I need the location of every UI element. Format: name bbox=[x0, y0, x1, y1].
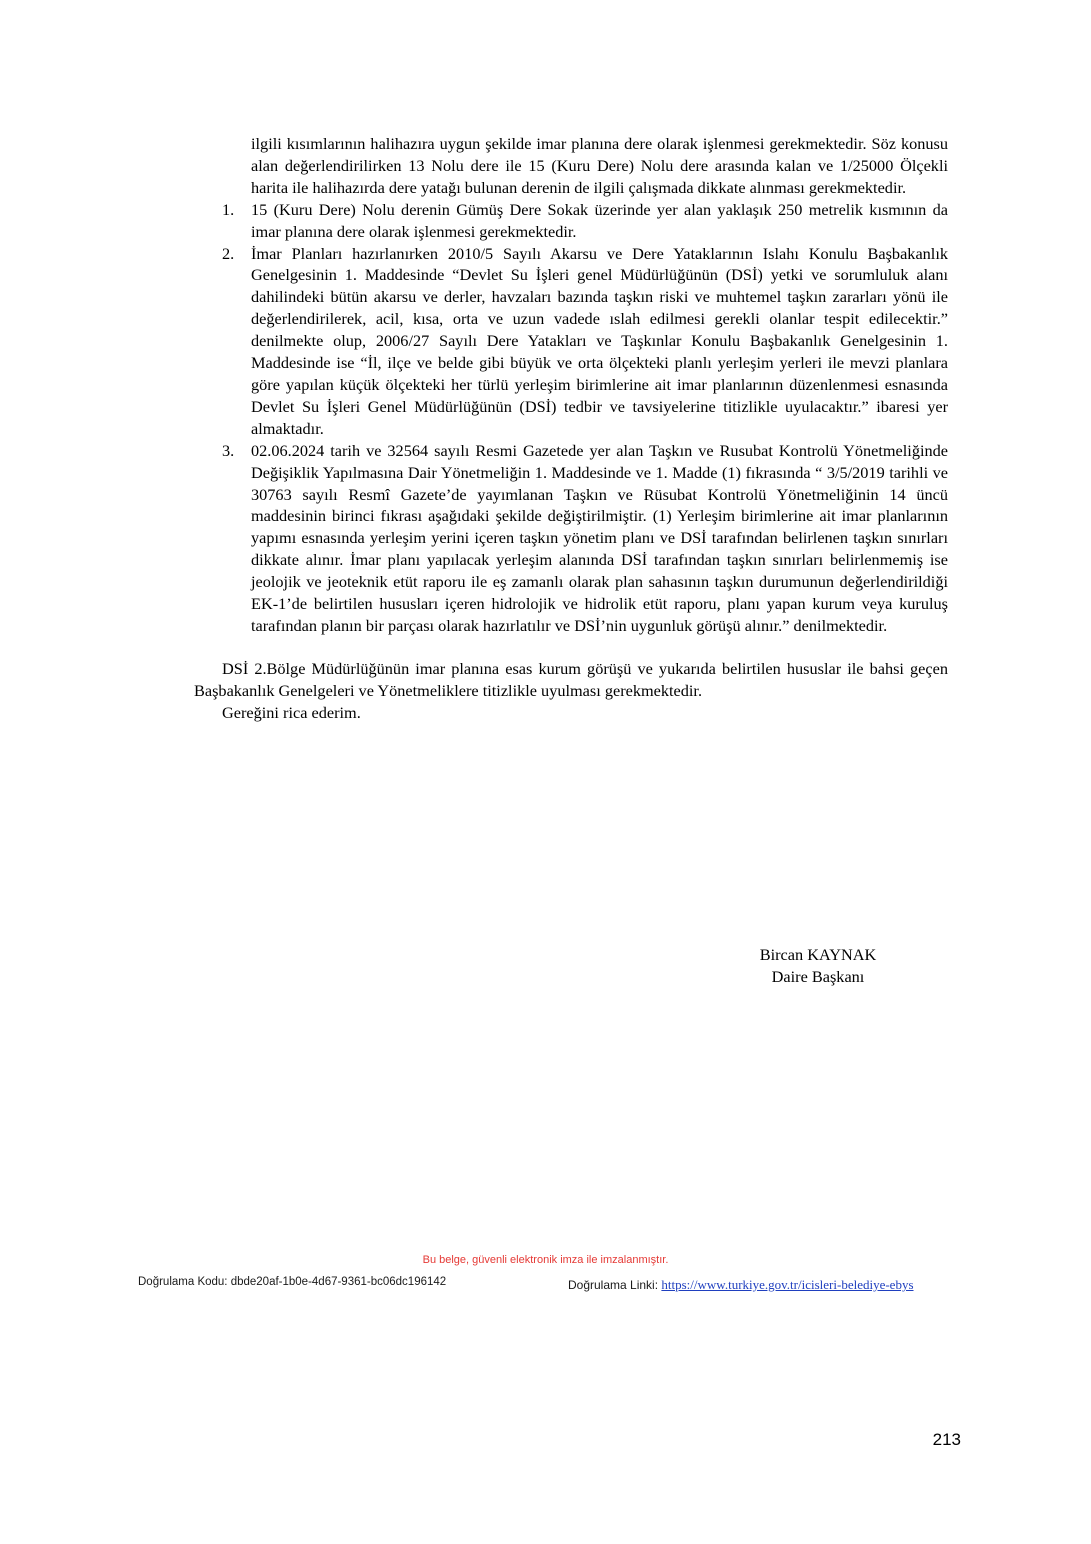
page-number: 213 bbox=[932, 1430, 961, 1449]
list-item-text: 15 (Kuru Dere) Nolu derenin Gümüş Dere Sokak üzerinde yer alan yaklaşık 250 metrelik kısmının da imar planına dere olarak işlenmesi gerekmektedir. bbox=[251, 199, 948, 241]
list-item bbox=[194, 199, 948, 243]
list-item bbox=[194, 440, 948, 637]
verification-link[interactable]: https://www.turkiye.gov.tr/icisleri-belediye-ebys bbox=[661, 1277, 914, 1292]
signer-name: Bircan KAYNAK bbox=[759, 945, 877, 964]
continuation-paragraph: ilgili kısımlarının halihazıra uygun şekilde imar planına dere olarak işlenmesi gerekmektedir. Söz konusu alan değerlendirilirken 13 Nolu dere ile 15 (Kuru Dere) Nolu dere arasında kalan ve 1/25000 Ölçekli harita ile halihazırda dere yatağı bulunan derenin de ilgili çalışmada dikkate alınması gerekmektedir. bbox=[251, 134, 948, 197]
signer-title: Daire Başkanı bbox=[771, 967, 865, 986]
list-item-number: 2. bbox=[222, 243, 235, 263]
list-item-number: 3. bbox=[222, 440, 235, 460]
closing-paragraph: DSİ 2.Bölge Müdürlüğünün imar planına esas kurum görüşü ve yukarıda belirtilen hususlar ile bahsi geçen Başbakanlık Genelgeleri ve Yönetmeliklere titizlikle uyulması gerekmektedir. bbox=[194, 658, 948, 700]
verification-link-label: Doğrulama Linki: bbox=[568, 1278, 659, 1292]
list-item-text: 02.06.2024 tarih ve 32564 sayılı Resmi Gazetede yer alan Taşkın ve Rusubat Kontrolü Yönetmeliğinde Değişiklik Yapılmasına Dair Yönetmeliğin 1. Maddesinde ve 1. Madde (1) fıkrasında “ 3/5/2019 tarihli ve 30763 sayılı Resmî Gazete’de yayımlanan Taşkın ve Rüsubat Kontrolü Yönetmeliğinin 14 üncü maddesinin birinci fıkrası aşağıdaki şekilde değiştirilmiştir. (1) Yerleşim birimlerine ait imar planlarının yapımı esnasında yerleşim yerini içeren taşkın yönetim planı ve DSİ tarafından belirlenen taşkın sınırları dikkate alınır. İmar planı yapılacak yerleşim alanında DSİ tarafından taşkın sınırları belirlenmemiş ise jeolojik ve jeoteknik etüt raporu ile eş zamanlı olarak plan sahasının taşkın durumunun değerlendirildiği EK-1’de belirtilen hususları içeren hidrolojik ve hidrolik etüt raporu, planı yapan kurum veya kuruluş tarafından planın bir parçası olarak hazırlatılır ve DSİ’nin uygunluk görüşü alınır.” denilmektedir. bbox=[251, 440, 948, 635]
list-item-text: İmar Planları hazırlanırken 2010/5 Sayılı Akarsu ve Dere Yataklarının Islahı Konulu Başbakanlık Genelgesinin 1. Maddesinde “Devlet Su İşleri genel Müdürlüğünün (DSİ) yetki ve sorumluluk alanı dahilindeki bütün akarsu ve derler, havzaları bazında taşkın riski ve muhtemel taşkın zararları yönü ile değerlendirilerek, acil, kısa, orta ve uzun vadede ıslah edilmesi gerekli olanlar tespit edilecektir.” denilmekte olup, 2006/27 Sayılı Dere Yatakları ve Taşkınlar Konulu Başbakanlık Genelgesinin 1. Maddesinde ise “İl, ilçe ve belde gibi büyük ve orta ölçekteki planlı yerleşim yerleri ile mevzi planlara göre yapılan küçük ölçekteki her türlü yerleşim birimlerine ait imar planlarının düzenlenmesi esnasında Devlet Su İşleri Genel Müdürlüğünün (DSİ) tedbir ve tavsiyelerine titizlikle uyulacaktır.” ibaresi yer almaktadır. bbox=[251, 243, 948, 438]
signature-block bbox=[730, 944, 906, 988]
letter-body bbox=[194, 133, 948, 724]
esign-notice: Bu belge, güvenli elektronik imza ile imzalanmıştır. bbox=[422, 1254, 669, 1266]
verification-code: Doğrulama Kodu: dbde20af-1b0e-4d67-9361-bc06dc196142 bbox=[138, 1276, 447, 1288]
list-item-number: 1. bbox=[222, 199, 235, 219]
list-item bbox=[194, 243, 948, 440]
verification-link-row bbox=[568, 1277, 914, 1293]
request-line: Gereğini rica ederim. bbox=[222, 702, 361, 722]
